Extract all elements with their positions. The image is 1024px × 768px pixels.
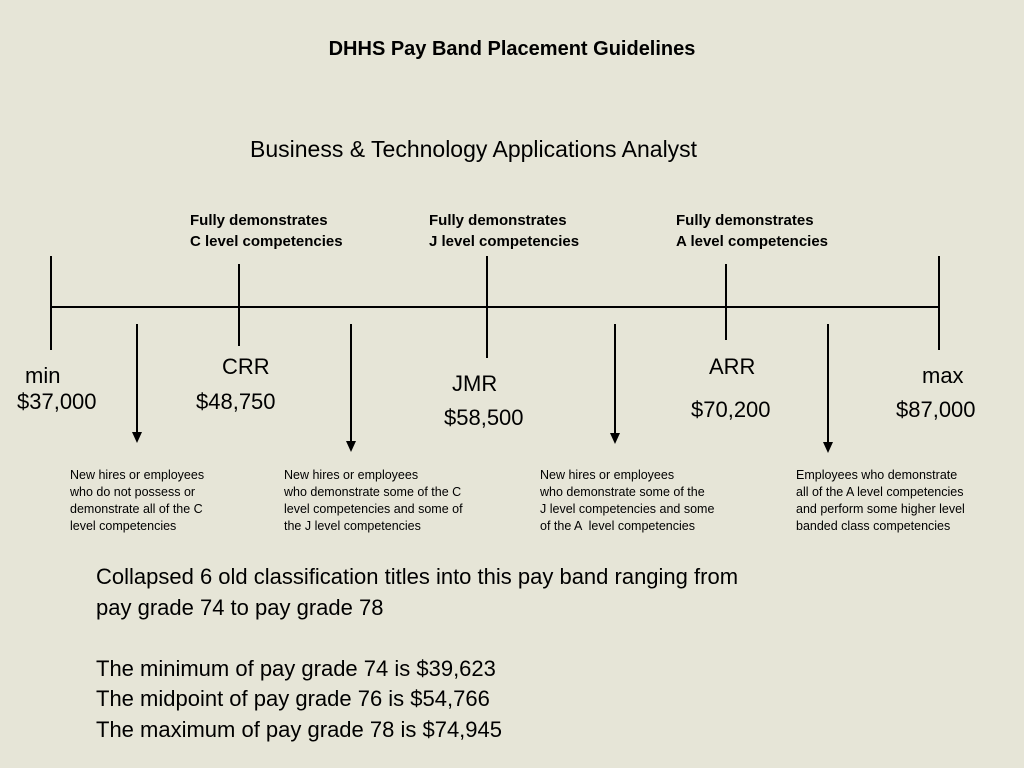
tick-min: [50, 256, 52, 350]
crr-label: CRR: [222, 354, 270, 379]
description-crr-to-jmr: New hires or employees who demonstrate some of the C level competencies and some of the J level competencies: [284, 468, 463, 533]
summary-text: [96, 562, 738, 745]
heading-c-level: [190, 210, 343, 252]
description-above-arr: Employees who demonstrate all of the A level competencies and perform some higher level banded class competencies: [796, 468, 965, 533]
description-below-crr: New hires or employees who do not possess or demonstrate all of the C level competencies: [70, 468, 205, 533]
description-jmr-to-arr: New hires or employees who demonstrate some of the J level competencies and some of the A level competencies: [540, 468, 715, 533]
summary-line-1: Collapsed 6 old classification titles into this pay band ranging from: [96, 564, 739, 589]
max-label: max: [922, 363, 964, 388]
timeline-axis: [51, 306, 939, 308]
max-value: $87,000: [896, 397, 976, 422]
summary-line-3: The minimum of pay grade 74 is $39,623: [96, 655, 496, 681]
jmr-value: $58,500: [444, 405, 524, 430]
min-value: $37,000: [17, 389, 97, 414]
heading-j-level: [429, 210, 579, 252]
tick-max: [938, 256, 940, 350]
tick-arr: [725, 264, 727, 340]
slide-subtitle: Business & Technology Applications Analyst: [250, 136, 698, 162]
heading-c-line2: C level competencies: [190, 233, 343, 250]
tick-crr: [238, 264, 240, 346]
arr-label: ARR: [709, 354, 756, 379]
jmr-label: JMR: [452, 371, 498, 396]
heading-a-level: [676, 210, 828, 252]
heading-j-line2: J level competencies: [429, 233, 580, 250]
heading-a-line2: A level competencies: [676, 233, 829, 250]
heading-j-line1: Fully demonstrates: [429, 212, 567, 229]
summary-line-2: pay grade 74 to pay grade 78: [96, 594, 384, 620]
summary-line-5: The maximum of pay grade 78 is $74,945: [96, 716, 503, 742]
min-label: min: [25, 363, 61, 388]
heading-a-line1: Fully demonstrates: [676, 212, 814, 229]
crr-value: $48,750: [196, 389, 276, 414]
summary-line-4: The midpoint of pay grade 76 is $54,766: [96, 686, 490, 711]
heading-c-line1: Fully demonstrates: [190, 212, 328, 229]
arr-value: $70,200: [691, 397, 771, 422]
tick-jmr: [486, 256, 488, 358]
slide-title: DHHS Pay Band Placement Guidelines: [328, 38, 696, 60]
